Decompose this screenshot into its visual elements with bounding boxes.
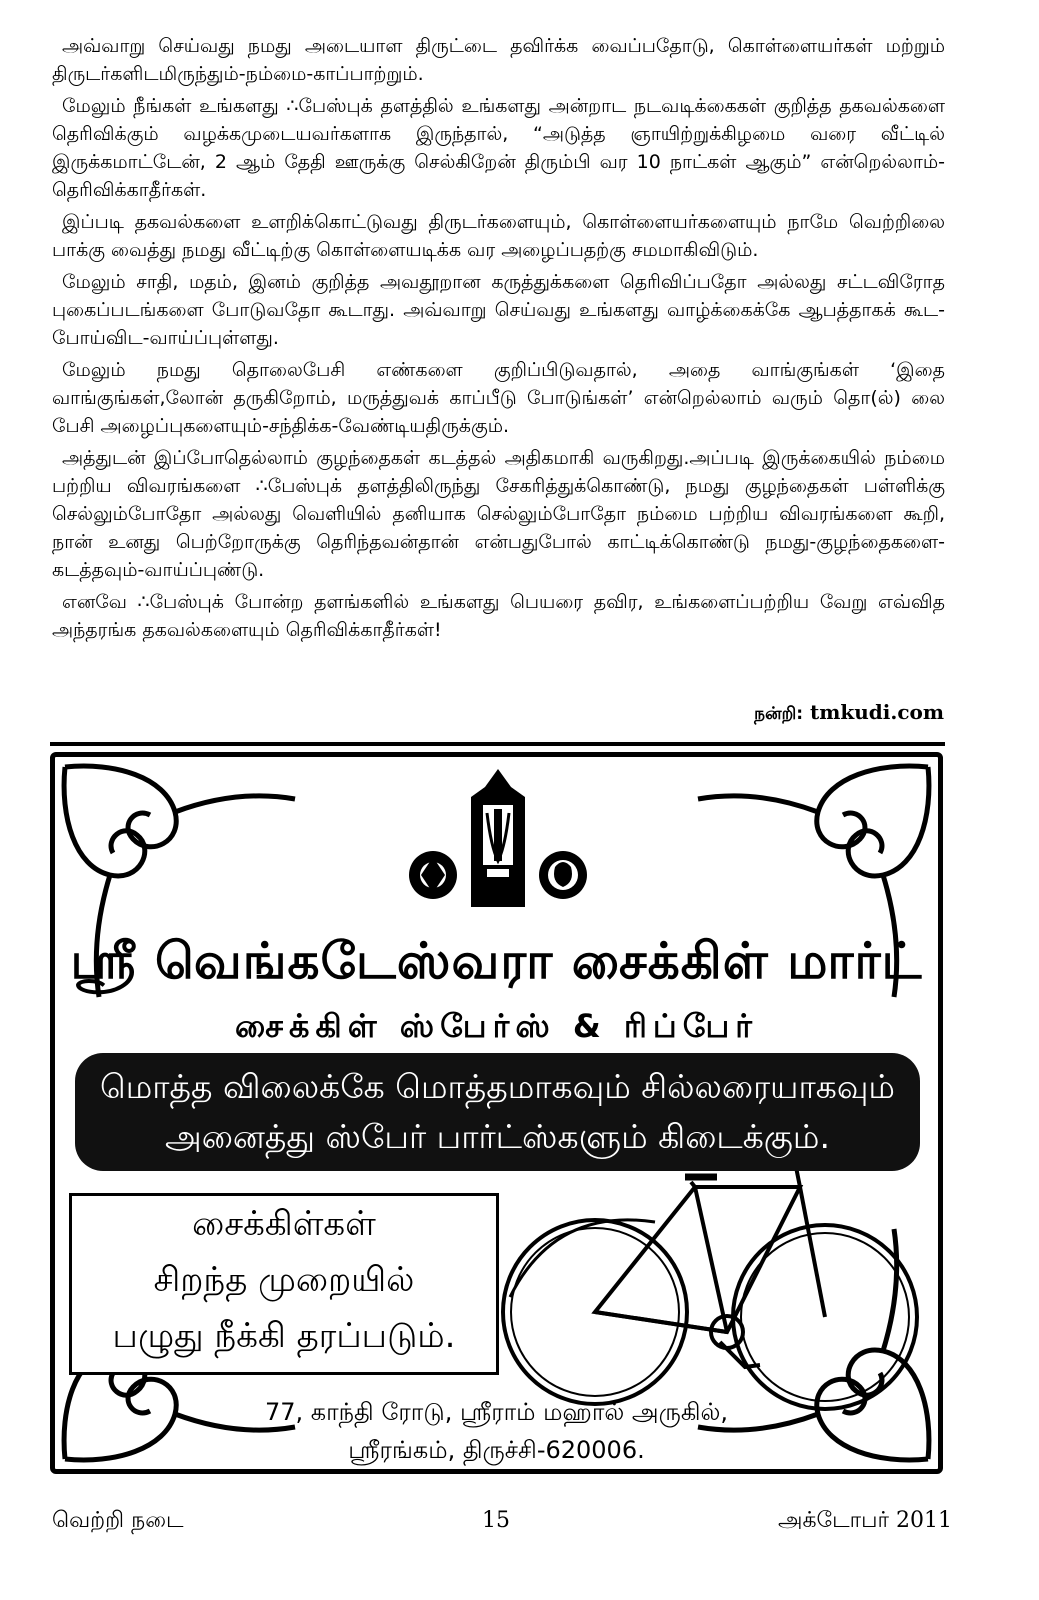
advertisement: [50, 752, 943, 1474]
address-line-2: ஸ்ரீரங்கம், திருச்சி-620006.: [348, 1436, 645, 1464]
footer-magazine-name: வெற்றி நடை: [52, 1508, 184, 1533]
article-paragraph: அத்துடன் இப்போதெல்லாம் குழந்தைகள் கடத்தல் அதிகமாகி வருகிறது.அப்படி இருக்கையில் நம்மை பற்றிய விவரங்களை ∴பேஸ்புக் தளத்திலிருந்து சேகரித்துக்கொண்டு, நமது குழந்தைகள் பள்ளிக்கு செல்லும்போதோ அல்லது வெளியில் தனியாக செல்லும்போதோ நம்மை பற்றிய விவரங்களை கூறி, நான் உனது பெற்றோருக்கு தெரிந்தவன்தான் என்பதுபோல் காட்டிக்கொண்டு நமது-குழந்தைகளை- கடத்தவும்-வாய்ப்புண்டு.: [52, 447, 945, 581]
article-paragraph: மேலும் நீங்கள் உங்களது ∴பேஸ்புக் தளத்தில் உங்களது அன்றாட நடவடிக்கைகள் குறித்த தகவல்களை தெரிவிக்கும் வழக்கமுடையவர்களாக இருந்தால், “அடுத்த ஞாயிற்றுக்கிழமை வரை வீட்டில் இருக்கமாட்டேன், 2 ஆம் தேதி ஊருக்கு செல்கிறேன் திரும்பி வர 10 நாட்கள் ஆகும்” என்றெல்லாம்-தெரிவிக்காதீர்கள்.: [52, 95, 945, 201]
repair-line-3: பழுது நீக்கி தரப்படும்.: [112, 1316, 456, 1356]
article-paragraph: இப்படி தகவல்களை உளறிக்கொட்டுவது திருடர்களையும், கொள்ளையர்களையும் நாமே வெற்றிலை பாக்கு வைத்து நமது வீட்டிற்கு கொள்ளையடிக்க வர அழைப்பதற்கு சமமாகிவிடும்.: [52, 211, 945, 261]
footer-issue-date: அக்டோபர் 2011: [778, 1508, 952, 1533]
footer-page-number: 15: [482, 1508, 510, 1533]
credit-source: tmkudi.com: [809, 700, 944, 724]
bicycle-icon: [503, 1155, 917, 1409]
article-paragraph: மேலும் நமது தொலைபேசி எண்களை குறிப்பிடுவதால், அதை வாங்குங்கள் ‘இதை வாங்குங்கள்,லோன் தருகிறோம், மருத்துவக் காப்பீடு போடுங்கள்’ என்றெல்லாம் வரும் தொ(ல்) லை பேசி அழைப்புகளையும்-சந்திக்க-வேண்டியதிருக்கும்.: [52, 359, 945, 437]
article-paragraph: மேலும் சாதி, மதம், இனம் குறித்த அவதூறான கருத்துக்களை தெரிவிப்பதோ அல்லது சட்டவிரோத புகைப்படங்களை போடுவதோ கூடாது. அவ்வாறு செய்வது உங்களது வாழ்க்கைக்கே ஆபத்தாகக் கூட-போய்விட-வாய்ப்புள்ளது.: [52, 271, 945, 349]
shop-name: ஸ்ரீ வெங்கடேஸ்வரா சைக்கிள் மார்ட்: [70, 932, 923, 990]
article-body: [52, 32, 945, 648]
article-paragraph: எனவே ∴பேஸ்புக் போன்ற தளங்களில் உங்களது பெயரை தவிர, உங்களைப்பற்றிய வேறு எவ்வித அந்தரங்க தகவல்களையும் தெரிவிக்காதீர்கள்!: [52, 591, 945, 641]
banner-line-1: மொத்த விலைக்கே மொத்தமாகவும் சில்லரையாகவும்: [100, 1067, 895, 1106]
article-paragraph: அவ்வாறு செய்வது நமது அடையாள திருட்டை தவிர்க்க வைப்பதோடு, கொள்ளையர்கள் மற்றும் திருடர்களிடமிருந்தும்-நம்மை-காப்பாற்றும்.: [52, 35, 945, 85]
section-divider: [50, 742, 945, 746]
address-line-1: 77, காந்தி ரோடு, ஸ்ரீராம் மஹால் அருகில்,: [264, 1398, 729, 1426]
offer-banner: [75, 1053, 920, 1171]
article-credit: [754, 700, 944, 726]
repair-line-1: சைக்கிள்கள்: [192, 1204, 376, 1244]
credit-label: நன்றி:: [754, 704, 803, 724]
shop-subtitle: சைக்கிள் ஸ்பேர்ஸ் & ரிப்பேர்: [235, 1007, 758, 1045]
deity-emblem-icon: [409, 769, 587, 907]
repair-line-2: சிறந்த முறையில்: [153, 1260, 415, 1300]
shop-address: [55, 1393, 938, 1469]
banner-line-2: அனைத்து ஸ்பேர் பார்ட்ஸ்களும் கிடைக்கும்.: [165, 1117, 830, 1156]
repair-service-box: [69, 1193, 499, 1375]
